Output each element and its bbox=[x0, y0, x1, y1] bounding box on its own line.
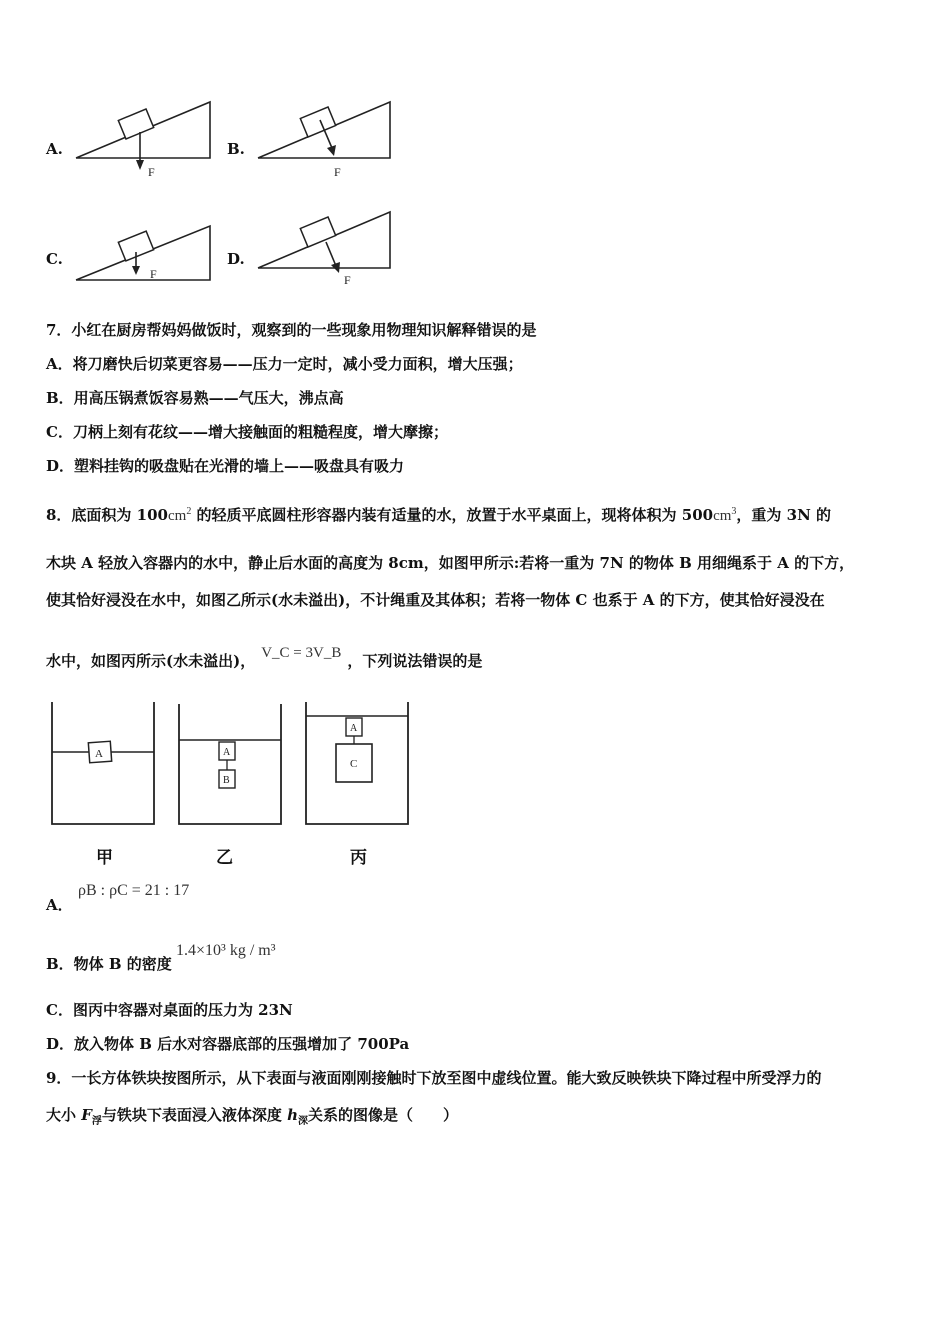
q8-yi-label-a: A bbox=[223, 747, 231, 758]
q6-d-block bbox=[300, 217, 335, 247]
q7-option-a: A．将刀磨快后切菜更容易——压力一定时，减小受力面积，增大压强； bbox=[46, 355, 523, 373]
q8-option-b-formula: 1.4×10³ kg / m³ bbox=[176, 942, 276, 959]
q6-b-block bbox=[300, 107, 335, 137]
q8-figure-jia bbox=[48, 700, 160, 830]
q6-b-force-label: F bbox=[334, 165, 341, 179]
q6-d-force-arrow bbox=[326, 242, 336, 266]
q8-option-a-formula: ρB : ρC = 21 : 17 bbox=[78, 882, 190, 899]
q7-option-d: D．塑料挂钩的吸盘贴在光滑的墙上——吸盘具有吸力 bbox=[46, 457, 405, 475]
q6-a-force-label: F bbox=[148, 165, 155, 179]
q8-bing-label-c: C bbox=[350, 758, 358, 770]
q6-option-a-label: A. bbox=[46, 140, 63, 158]
q6-option-c-label: C. bbox=[46, 250, 63, 268]
q8-yi-label-b: B bbox=[223, 775, 230, 786]
q8-volume-formula: V_C = 3V_B bbox=[261, 645, 342, 661]
q8-figure-bing bbox=[302, 700, 414, 830]
q6-figure-d bbox=[254, 206, 399, 290]
q6-figure-c bbox=[72, 208, 217, 292]
q8-figure-caption-yi: 乙 bbox=[216, 848, 233, 868]
q8-option-b-label: B．物体 B 的密度 bbox=[46, 955, 172, 973]
q8-option-d: D．放入物体 B 后水对容器底部的压强增加了 700Pa bbox=[46, 1035, 410, 1053]
q9-line-2: 大小 $F_浮$与铁块下表面浸入液体深度 $h_深$关系的图像是（ ） bbox=[46, 1106, 459, 1127]
q8-figure-caption-bing: 丙 bbox=[350, 848, 367, 868]
q8-line-3: 使其恰好浸没在水中，如图乙所示(水未溢出)，不计绳重及其体积；若将一物体 C 也系于 A 的下方，使其恰好浸没在 bbox=[46, 591, 825, 609]
q6-figure-b bbox=[254, 98, 399, 182]
q6-option-d-label: D. bbox=[227, 250, 245, 268]
q8-jia-label-a: A bbox=[95, 748, 103, 760]
q8-bing-label-a: A bbox=[350, 723, 358, 734]
q8-option-c: C．图丙中容器对桌面的压力为 23N bbox=[46, 1001, 293, 1019]
q6-d-force-label: F bbox=[344, 273, 351, 287]
q6-c-force-label: F bbox=[150, 267, 157, 281]
q8-line-4: 水中，如图丙所示(水未溢出)， V_C = 3V_B ，下列说法错误的是 bbox=[46, 645, 483, 670]
q8-option-a-label: A． bbox=[46, 896, 73, 914]
q8-figure-caption-jia: 甲 bbox=[96, 848, 113, 868]
q9-line-1: 9．一长方体铁块按图所示，从下表面与液面刚刚接触时下放至图中虚线位置。能大致反映铁块下降过程中所受浮力的 bbox=[46, 1069, 822, 1087]
q7-option-b: B．用高压锅煮饭容易熟——气压大，沸点高 bbox=[46, 389, 344, 407]
q7-stem: 7．小红在厨房帮妈妈做饭时，观察到的一些现象用物理知识解释错误的是 bbox=[46, 321, 537, 339]
q8-figure-yi bbox=[175, 702, 287, 832]
q6-figure-a bbox=[72, 98, 217, 182]
q7-option-c: C．刀柄上刻有花纹——增大接触面的粗糙程度，增大摩擦； bbox=[46, 423, 448, 441]
q8-line-2: 木块 A 轻放入容器内的水中，静止后水面的高度为 8cm，如图甲所示:若将一重为 7N 的物体 B 用细绳系于 A 的下方， bbox=[46, 554, 855, 572]
q6-a-block bbox=[118, 109, 153, 139]
q8-line-1: 8．底面积为 $100cm^2$ 的轻质平底圆柱形容器内装有适量的水，放置于水平桌面上，现将体积为 $500cm^3$，重为 3N 的 bbox=[46, 506, 831, 524]
q6-option-b-label: B. bbox=[227, 140, 245, 158]
